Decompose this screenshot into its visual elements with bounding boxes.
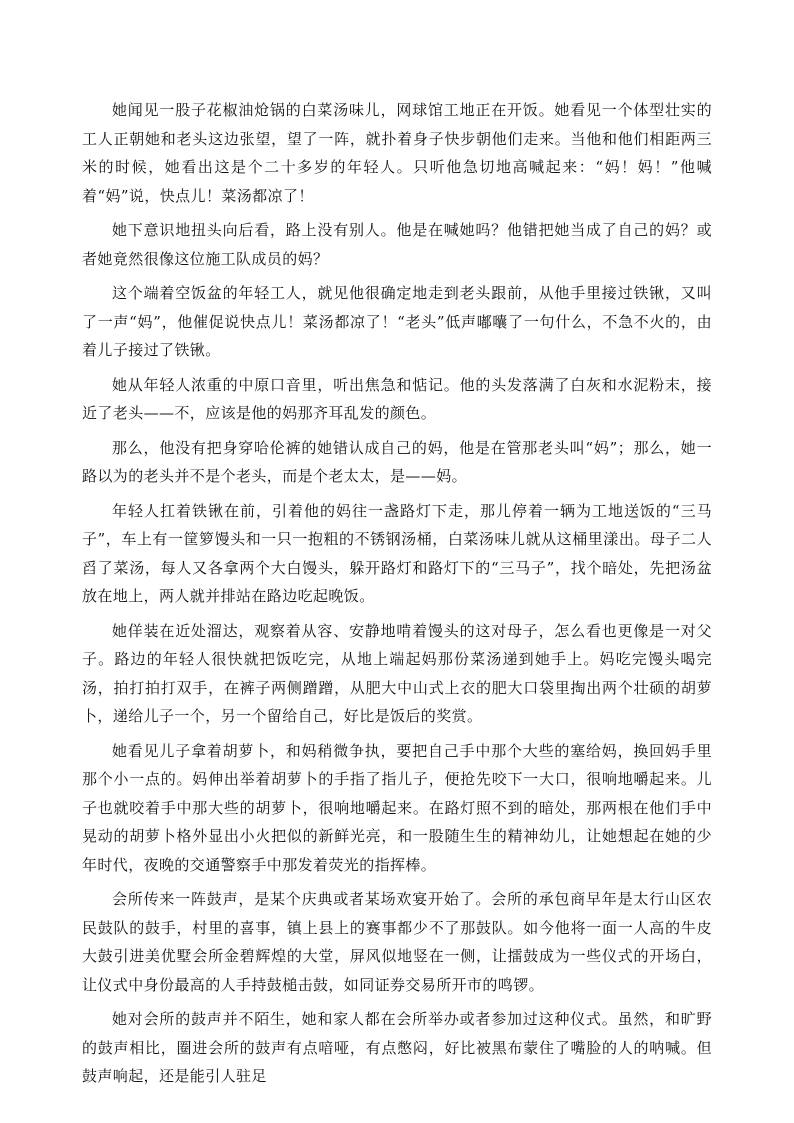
paragraph: 这个端着空饭盆的年轻工人，就见他很确定地走到老头跟前，从他手里接过铁锹，又叫了一声“妈”，他催促说快点儿！菜汤都凉了！“老头”低声嘟囔了一句什么，不急不火的，由着儿子接过了铁锹。 bbox=[82, 284, 712, 359]
paragraph: 会所传来一阵鼓声，是某个庆典或者某场欢宴开始了。会所的承包商早年是太行山区农民鼓队的鼓手，村里的喜事，镇上县上的赛事都少不了那鼓队。如今他将一面一人高的牛皮大鼓引进美优墅会所金碧辉煌的大堂，屏风似地竖在一侧，让擂鼓成为一些仪式的开场白，让仪式中身份最高的人手持鼓槌击鼓，如同证券交易所开市的鸣锣。 bbox=[82, 890, 712, 994]
paragraph: 她下意识地扭头向后看，路上没有别人。他是在喊她吗？他错把她当成了自己的妈？或者她竟然很像这位施工队成员的妈？ bbox=[82, 221, 712, 268]
paragraph: 她对会所的鼓声并不陌生，她和家人都在会所举办或者参加过这种仪式。虽然，和旷野的鼓声相比，圈进会所的鼓声有点喑哑，有点憋闷，好比被黑布蒙住了嘴脸的人的呐喊。但鼓声响起，还是能引人驻足 bbox=[82, 1010, 712, 1085]
paragraph: 那么，他没有把身穿哈伦裤的她错认成自己的妈，他是在管那老头叫“妈”；那么，她一路以为的老头并不是个老头，而是个老太太，是——妈。 bbox=[82, 438, 712, 485]
paragraph: 她闻见一股子花椒油炝锅的白菜汤味儿，网球馆工地正在开饭。她看见一个体型壮实的工人正朝她和老头这边张望，望了一阵，就扑着身子快步朝他们走来。当他和他们相距两三米的时候，她看出这是个二十多岁的年轻人。只听他急切地高喊起来：“妈！妈！”他喊着“妈”说，快点儿！菜汤都凉了！ bbox=[82, 101, 712, 205]
document-body bbox=[82, 96, 712, 1091]
paragraph: 她从年轻人浓重的中原口音里，听出焦急和惦记。他的头发落满了白灰和水泥粉末，接近了老头——不，应该是他的妈那齐耳乱发的颜色。 bbox=[82, 375, 712, 422]
paragraph: 她佯装在近处溜达，观察着从容、安静地啃着馒头的这对母子，怎么看也更像是一对父子。路边的年轻人很快就把饭吃完，从地上端起妈那份菜汤递到她手上。妈吃完馒头喝完汤，拍打拍打双手，在裤子两侧蹭蹭，从肥大中山式上衣的肥大口袋里掏出两个壮硕的胡萝卜，递给儿子一个，另一个留给自己，好比是饭后的奖赏。 bbox=[82, 621, 712, 725]
paragraph: 她看见儿子拿着胡萝卜，和妈稍微争执，要把自己手中那个大些的塞给妈，换回妈手里那个小一点的。妈伸出举着胡萝卜的手指了指儿子，便抢先咬下一大口，很响地嚼起来。儿子也就咬着手中那大些的胡萝卜，很响地嚼起来。在路灯照不到的暗处，那两根在他们手中晃动的胡萝卜格外显出小火把似的新鲜光亮，和一股随生生的精神幼儿，让她想起在她的少年时代，夜晚的交通警察手中那发着荧光的指挥棒。 bbox=[82, 741, 712, 874]
paragraph: 年轻人扛着铁锹在前，引着他的妈往一盏路灯下走，那儿停着一辆为工地送饭的“三马子”，车上有一筐箩馒头和一只一抱粗的不锈钢汤桶，白菜汤味儿就从这桶里漾出。母子二人舀了菜汤，每人又各拿两个大白馒头，躲开路灯和路灯下的“三马子”，找个暗处，先把汤盆放在地上，两人就并排站在路边吃起晚饭。 bbox=[82, 501, 712, 605]
